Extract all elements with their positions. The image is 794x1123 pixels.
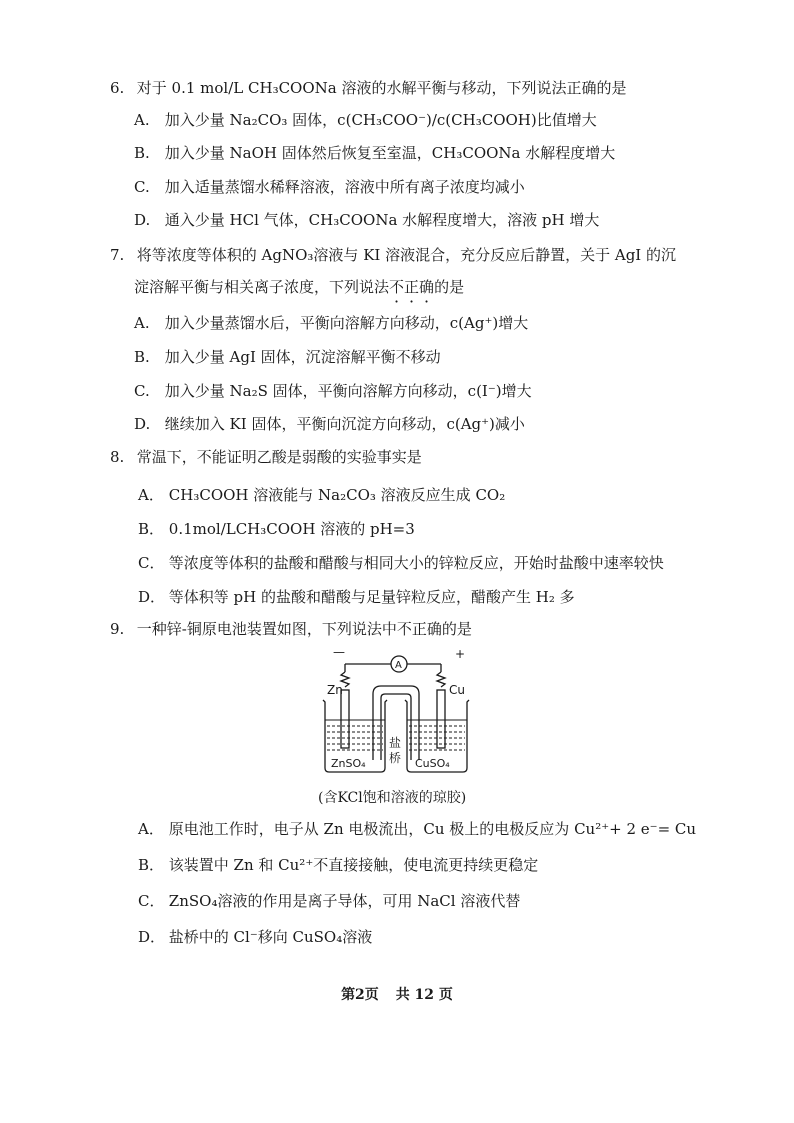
q8-option-b — [138, 514, 415, 544]
page-total: 共 12 页 — [395, 987, 453, 1003]
q9-option-b — [138, 850, 538, 880]
option-letter: C. — [134, 178, 150, 196]
emphasis-char: 不 — [389, 278, 405, 296]
option-text: 加入少量 NaOH 固体然后恢复至室温，CH₃COONa 水解程度增大 — [164, 144, 616, 162]
galvanic-cell-diagram — [315, 650, 490, 775]
question-6 — [110, 73, 710, 103]
q9-option-d — [138, 922, 372, 952]
option-text: 原电池工作时，电子从 Zn 电极流出，Cu 极上的电极反应为 Cu²⁺+ 2 e⁻= Cu — [168, 820, 697, 838]
question-number: 7. — [110, 246, 125, 264]
znso4-label: ZnSO₄ — [331, 757, 366, 770]
question-9 — [110, 614, 710, 644]
question-stem-part: 淀溶解平衡与相关离子浓度，下列说法 — [134, 278, 390, 296]
option-letter: A. — [134, 314, 150, 332]
option-text: 加入适量蒸馏水稀释溶液，溶液中所有离子浓度均减小 — [164, 178, 525, 196]
option-letter: A. — [134, 111, 150, 129]
option-text: CH₃COOH 溶液能与 Na₂CO₃ 溶液反应生成 CO₂ — [168, 486, 506, 504]
option-text: 该装置中 Zn 和 Cu²⁺不直接接触，使电流更持续更稳定 — [168, 856, 539, 874]
question-stem: 对于 0.1 mol/L CH₃COONa 溶液的水解平衡与移动，下列说法正确的是 — [136, 79, 627, 97]
emphasis-char: 正 — [404, 278, 420, 296]
ammeter-label: A — [395, 660, 402, 671]
cuso4-label: CuSO₄ — [415, 757, 450, 770]
negative-sign: — — [333, 650, 345, 659]
page-footer — [0, 984, 794, 1004]
q8-option-a — [138, 480, 505, 510]
option-letter: C. — [134, 382, 150, 400]
option-letter: D. — [134, 211, 151, 229]
option-text: 加入少量 Na₂S 固体，平衡向溶解方向移动，c(I⁻)增大 — [164, 382, 532, 400]
zn-label: Zn — [327, 683, 343, 697]
question-number: 9. — [110, 620, 125, 638]
cu-label: Cu — [449, 683, 465, 697]
question-number: 8. — [110, 448, 125, 466]
q6-option-a — [134, 105, 597, 135]
page-number: 第2页 — [341, 987, 379, 1003]
option-text: 加入少量蒸馏水后，平衡向溶解方向移动，c(Ag⁺)增大 — [164, 314, 529, 332]
option-text: 通入少量 HCl 气体，CH₃COONa 水解程度增大，溶液 pH 增大 — [164, 211, 600, 229]
q7-option-d — [134, 409, 525, 439]
bridge-label-2: 桥 — [389, 751, 402, 765]
figure-caption: (含KCl饱和溶液的琼胶) — [318, 790, 467, 806]
option-letter: A． — [138, 486, 164, 504]
option-letter: B. — [134, 144, 150, 162]
bridge-label-1: 盐 — [389, 736, 402, 750]
zn-electrode — [341, 690, 349, 748]
question-stem: 一种锌-铜原电池装置如图，下列说法中不正确的是 — [136, 620, 472, 638]
option-letter: B. — [134, 348, 150, 366]
option-text: 等浓度等体积的盐酸和醋酸与相同大小的锌粒反应，开始时盐酸中速率较快 — [168, 554, 664, 572]
option-letter: C． — [138, 554, 165, 572]
q6-option-d — [134, 205, 599, 235]
question-stem-part: 的是 — [434, 278, 465, 296]
question-stem-line1: 将等浓度等体积的 AgNO₃溶液与 KI 溶液混合，充分反应后静置，关于 AgI 的沉 — [136, 246, 676, 264]
option-text: 盐桥中的 Cl⁻移向 CuSO₄溶液 — [168, 928, 373, 946]
option-letter: B． — [138, 856, 165, 874]
q6-option-b — [134, 138, 615, 168]
option-text: 加入少量 Na₂CO₃ 固体，c(CH₃COO⁻)/c(CH₃COOH)比值增大 — [164, 111, 597, 129]
option-text: 等体积等 pH 的盐酸和醋酸与足量锌粒反应，醋酸产生 H₂ 多 — [168, 588, 575, 606]
option-text: 继续加入 KI 固体，平衡向沉淀方向移动，c(Ag⁺)减小 — [164, 415, 525, 433]
q7-option-c — [134, 376, 532, 406]
question-8 — [110, 442, 710, 472]
q9-option-c — [138, 886, 520, 916]
q8-option-d — [138, 582, 575, 612]
emphasized-text — [389, 278, 434, 296]
option-letter: D． — [138, 588, 166, 606]
right-clip-spring — [437, 672, 445, 687]
option-text: 加入少量 AgI 固体，沉淀溶解平衡不移动 — [164, 348, 441, 366]
option-letter: B． — [138, 520, 165, 538]
emphasis-char: 确 — [419, 278, 435, 296]
question-7 — [110, 240, 710, 270]
positive-sign: + — [455, 650, 466, 661]
q7-option-a — [134, 308, 528, 338]
question-stem: 常温下，不能证明乙酸是弱酸的实验事实是 — [136, 448, 422, 466]
q9-option-a — [138, 814, 696, 844]
option-letter: A． — [138, 820, 164, 838]
q6-option-c — [134, 172, 525, 202]
question-7-line2 — [134, 272, 464, 302]
option-letter: D． — [138, 928, 166, 946]
cu-electrode — [437, 690, 445, 748]
option-text: 0.1mol/LCH₃COOH 溶液的 pH=3 — [168, 520, 415, 538]
option-text: ZnSO₄溶液的作用是离子导体，可用 NaCl 溶液代替 — [168, 892, 521, 910]
q7-option-b — [134, 342, 441, 372]
option-letter: C． — [138, 892, 165, 910]
option-letter: D. — [134, 415, 151, 433]
q8-option-c — [138, 548, 664, 578]
question-number: 6. — [110, 79, 125, 97]
